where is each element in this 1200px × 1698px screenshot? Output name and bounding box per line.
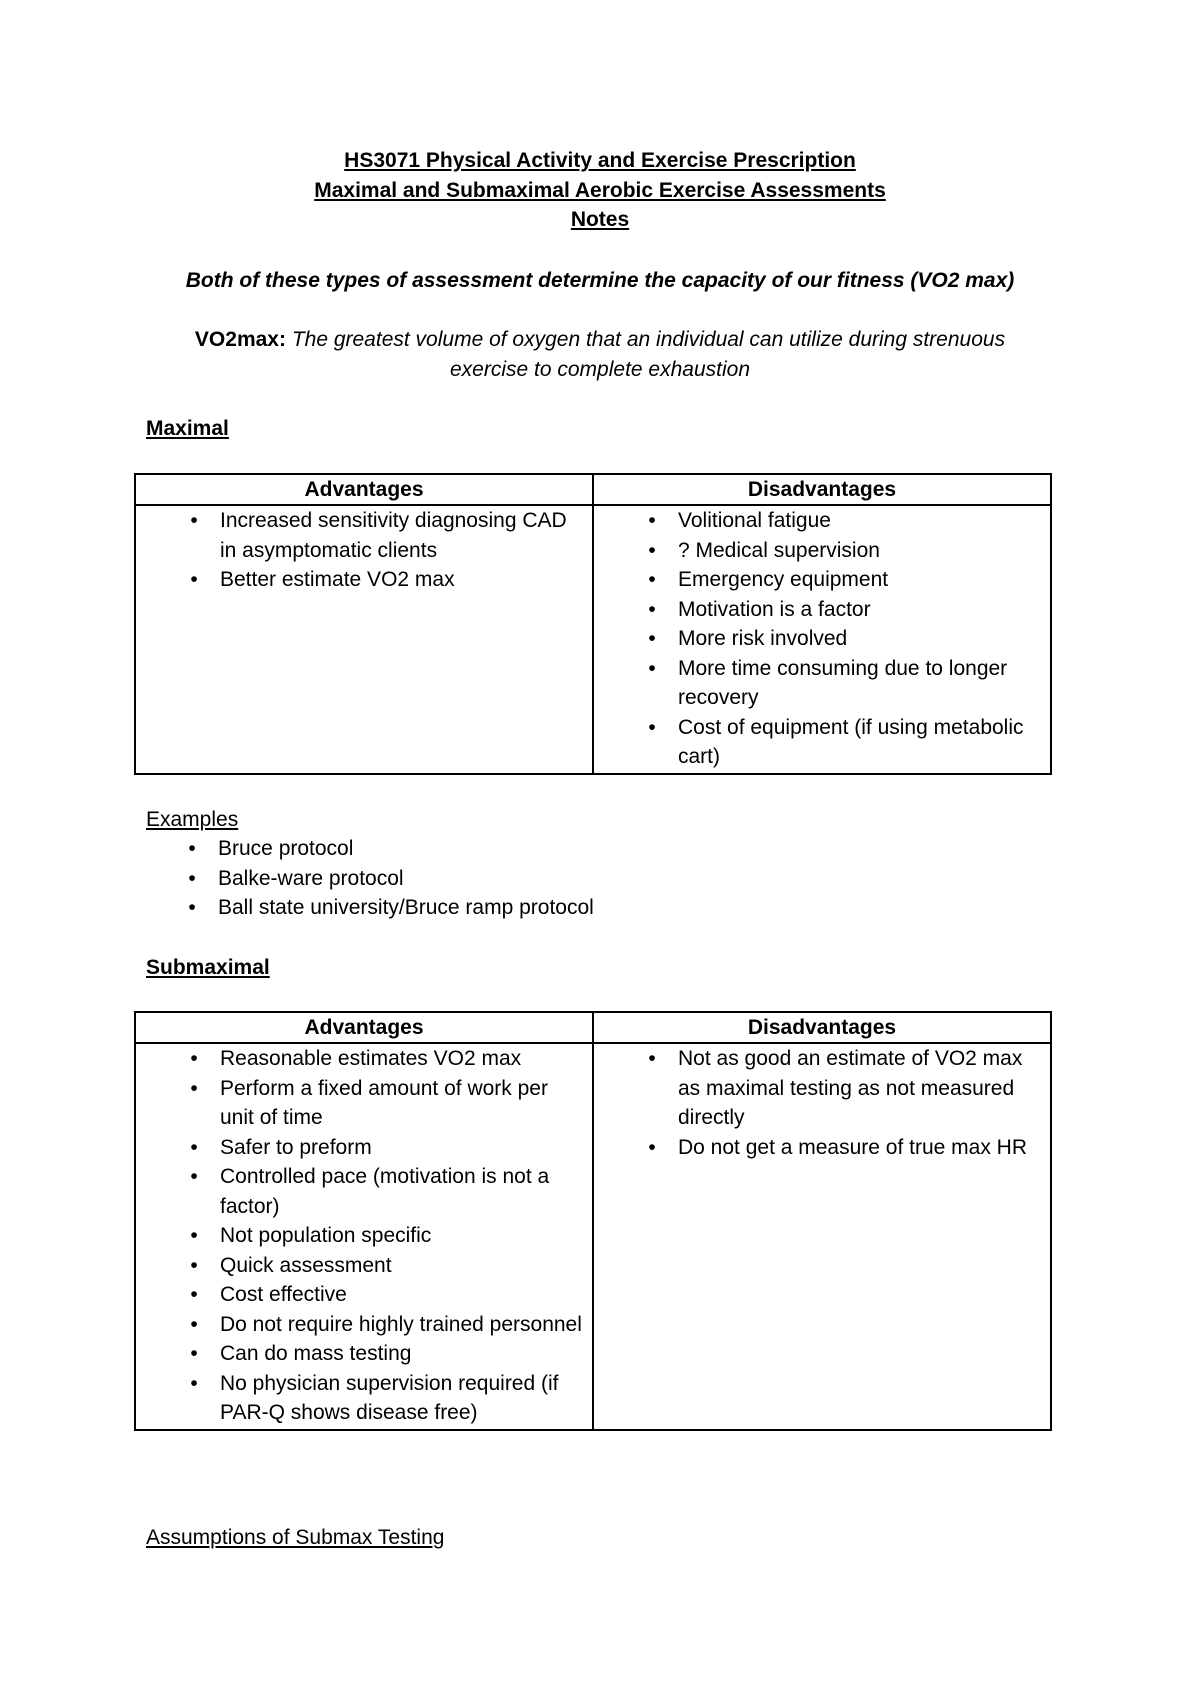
table-header-row (135, 1012, 1051, 1043)
list-item (136, 1074, 592, 1133)
bullet-icon: • (648, 1047, 656, 1070)
list-item (136, 565, 592, 595)
disadvantages-cell (593, 1043, 1051, 1430)
examples-block (134, 834, 934, 923)
maximal-heading: Maximal (146, 417, 229, 440)
table-header-row (135, 474, 1051, 505)
list-item (134, 834, 934, 864)
advantages-cell (135, 1043, 593, 1430)
list-item-text: Do not require highly trained personnel (220, 1312, 582, 1336)
disadvantages-list (594, 1044, 1050, 1162)
advantages-header: Advantages (135, 1012, 593, 1043)
list-item-text: Motivation is a factor (678, 597, 871, 621)
bullet-icon: • (190, 1047, 198, 1070)
list-item (136, 1310, 592, 1340)
list-item (136, 1221, 592, 1251)
assumptions-heading: Assumptions of Submax Testing (146, 1526, 445, 1549)
list-item (594, 1133, 1050, 1163)
list-item-text: Can do mass testing (220, 1342, 412, 1365)
course-title: HS3071 Physical Activity and Exercise Prescription (344, 149, 856, 172)
list-item (594, 595, 1050, 625)
submaximal-heading: Submaximal (146, 956, 270, 979)
bullet-icon: • (648, 597, 656, 621)
bullet-icon: • (648, 715, 656, 739)
list-item-text: More risk involved (678, 627, 848, 650)
list-item-text: Volitional fatigue (678, 509, 831, 532)
bullet-icon: • (190, 509, 198, 532)
list-item (136, 1133, 592, 1163)
list-item (594, 624, 1050, 654)
topic-title: Maximal and Submaximal Aerobic Exercise Assessments (314, 178, 886, 202)
list-item (594, 536, 1050, 566)
advantages-list (136, 506, 592, 595)
bullet-icon: • (190, 1135, 198, 1159)
list-item-text: Increased sensitivity diagnosing CAD in asymptomatic clients (220, 509, 567, 562)
bullet-icon: • (648, 509, 656, 532)
advantages-cell (135, 505, 593, 774)
list-item (136, 1339, 592, 1369)
list-item-text: Not population specific (220, 1224, 432, 1247)
bullet-icon: • (190, 1283, 198, 1306)
bullet-icon: • (190, 1253, 198, 1277)
list-item-text: Better estimate VO2 max (220, 568, 455, 591)
list-item-text: Perform a fixed amount of work per unit of time (220, 1076, 548, 1129)
list-item-text: Not as good an estimate of VO2 max as maximal testing as not measured directly (678, 1047, 1023, 1129)
list-item-text: Balke-ware protocol (218, 866, 404, 890)
maximal-table (134, 473, 1052, 775)
disadvantages-header: Disadvantages (593, 474, 1051, 505)
list-item-text: Cost of equipment (if using metabolic cart) (678, 715, 1024, 768)
list-item-text: ? Medical supervision (678, 538, 880, 562)
bullet-icon: • (648, 627, 656, 650)
vo2max-definition (160, 325, 1040, 384)
definition-text: The greatest volume of oxygen that an individual can utilize during strenuous exercise to complete exhaustion (291, 328, 1006, 381)
list-item-text: Emergency equipment (678, 568, 889, 591)
list-item-text: Ball state university/Bruce ramp protocol (218, 896, 594, 919)
list-item-text: Reasonable estimates VO2 max (220, 1047, 522, 1070)
disadvantages-cell (593, 505, 1051, 774)
bullet-icon: • (648, 538, 656, 562)
bullet-icon: • (190, 1342, 198, 1365)
list-item (136, 1044, 592, 1074)
list-item-text: No physician supervision required (if PAR-Q shows disease free) (220, 1371, 559, 1424)
list-item-text: Controlled pace (motivation is not a factor) (220, 1165, 550, 1218)
bullet-icon: • (648, 568, 656, 591)
bullet-icon: • (190, 1371, 198, 1395)
bullet-icon: • (648, 1135, 656, 1159)
examples-heading: Examples (146, 808, 239, 831)
bullet-icon: • (190, 1165, 198, 1188)
bullet-icon: • (188, 896, 196, 919)
list-item-text: Bruce protocol (218, 837, 354, 860)
document-title (0, 146, 1200, 235)
list-item-text: Do not get a measure of true max HR (678, 1135, 1027, 1159)
disadvantages-list (594, 506, 1050, 772)
definition-term: VO2max: (194, 328, 286, 351)
submaximal-table (134, 1011, 1052, 1431)
notes-title: Notes (570, 208, 630, 231)
intro-statement: Both of these types of assessment determine the capacity of our fitness (VO2 max) (185, 269, 1015, 292)
table-row (135, 1043, 1051, 1430)
list-item (594, 654, 1050, 713)
bullet-icon: • (190, 1312, 198, 1336)
bullet-icon: • (190, 1076, 198, 1100)
bullet-icon: • (648, 656, 656, 680)
advantages-header: Advantages (135, 474, 593, 505)
bullet-icon: • (190, 1224, 198, 1247)
examples-list (134, 834, 934, 923)
list-item (136, 1162, 592, 1221)
list-item (594, 565, 1050, 595)
list-item (594, 506, 1050, 536)
bullet-icon: • (188, 837, 196, 860)
table-row (135, 505, 1051, 774)
list-item-text: Quick assessment (220, 1253, 392, 1277)
list-item-text: More time consuming due to longer recovery (678, 656, 1008, 709)
list-item (136, 1251, 592, 1281)
list-item (594, 1044, 1050, 1133)
list-item (594, 713, 1050, 772)
list-item (136, 1280, 592, 1310)
bullet-icon: • (188, 866, 196, 890)
list-item (136, 1369, 592, 1428)
bullet-icon: • (190, 568, 198, 591)
advantages-list (136, 1044, 592, 1428)
list-item-text: Safer to preform (220, 1135, 372, 1159)
list-item-text: Cost effective (220, 1283, 347, 1306)
list-item (136, 506, 592, 565)
list-item (134, 893, 934, 923)
list-item (134, 864, 934, 894)
disadvantages-header: Disadvantages (593, 1012, 1051, 1043)
